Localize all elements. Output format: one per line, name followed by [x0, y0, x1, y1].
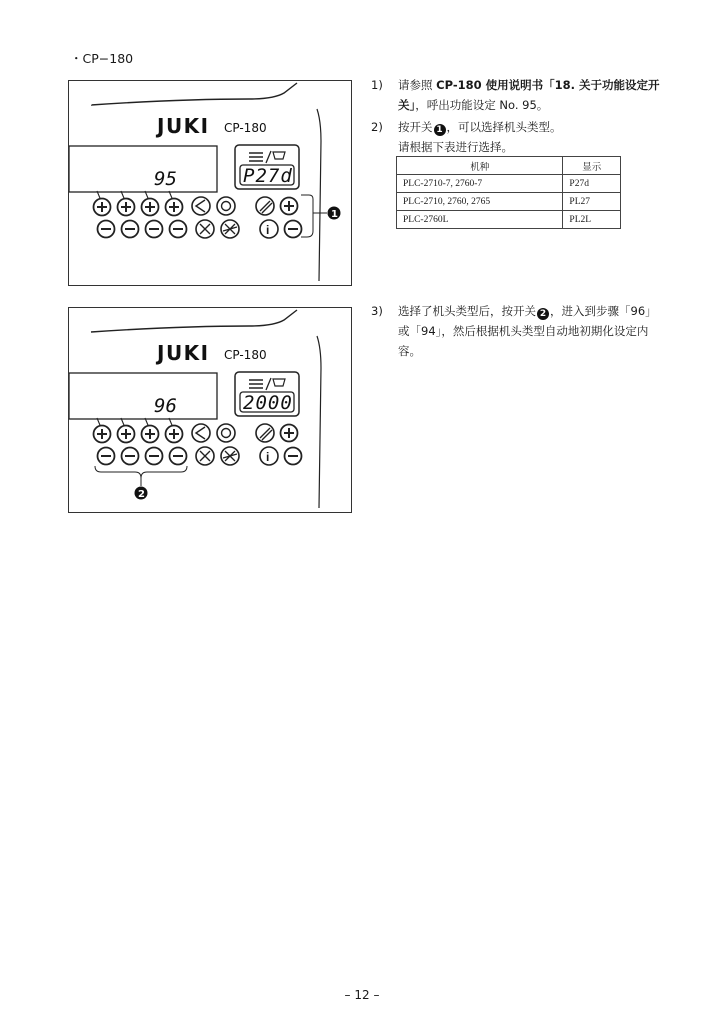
instructions-top	[371, 75, 661, 159]
value-plus-button[interactable]	[281, 198, 298, 215]
step-text-part: 请参照	[398, 78, 437, 92]
model-cell: PLC-2710, 2760, 2765	[397, 193, 563, 211]
thread-trimmer-mode-icon	[249, 378, 285, 390]
presser-button[interactable]	[256, 424, 274, 442]
minus-button-2[interactable]	[122, 221, 139, 238]
plus-button-2[interactable]	[118, 426, 135, 443]
display-cell: PL2L	[563, 211, 621, 229]
value-minus-button[interactable]	[285, 221, 302, 238]
function-number-display	[69, 146, 217, 192]
table-row	[397, 175, 621, 193]
svg-text:2: 2	[138, 489, 145, 500]
juki-logo: JUKI	[157, 341, 210, 365]
juki-logo: JUKI	[157, 114, 210, 138]
callout-1-badge	[328, 207, 341, 221]
minus-button-1[interactable]	[98, 448, 115, 465]
step-text	[398, 75, 661, 115]
model-cell: PLC-2760L	[397, 211, 563, 229]
column-header-model: 机种	[397, 157, 563, 175]
function-number-value: 95	[154, 168, 177, 190]
switch-2-badge: 2	[537, 308, 549, 320]
step-text-part: ，进入到步骤「96」或「94」，然后根据机头类型自动地初期化设定内容。	[398, 304, 657, 358]
panel-model-label: CP-180	[224, 121, 267, 135]
panel-model-label: CP-180	[224, 348, 267, 362]
step-text-part: 请根据下表进行选择。	[398, 140, 513, 154]
step-text-part: ，呼出功能设定 No. 95。	[415, 98, 549, 112]
info-button[interactable]	[260, 447, 278, 465]
minus-button-1[interactable]	[98, 221, 115, 238]
auto-button[interactable]	[217, 424, 235, 442]
trimmer-off-button[interactable]	[221, 447, 239, 465]
trimmer-button[interactable]	[196, 220, 214, 238]
value-display-text: 2000	[243, 392, 293, 414]
svg-text:i: i	[266, 450, 270, 464]
control-panel-illustration-2	[68, 307, 352, 513]
manual-reference: CP-180 使用说明书「18. 关于功能设定开关」	[398, 78, 660, 112]
thread-trimmer-mode-icon	[249, 151, 285, 163]
value-display-text: P27d	[243, 165, 293, 187]
step-text	[398, 117, 661, 157]
column-header-display: 显示	[563, 157, 621, 175]
value-plus-button[interactable]	[281, 425, 298, 442]
plus-button-3[interactable]	[142, 426, 159, 443]
info-button[interactable]	[260, 220, 278, 238]
svg-text:1: 1	[331, 209, 338, 220]
plus-button-2[interactable]	[118, 199, 135, 216]
switch-1-badge: 1	[434, 124, 446, 136]
model-cell: PLC-2710-7, 2760-7	[397, 175, 563, 193]
minus-button-2[interactable]	[122, 448, 139, 465]
table-row	[397, 211, 621, 229]
function-number-display	[69, 373, 217, 419]
section-label: ・CP−180	[70, 51, 134, 66]
plus-button-1[interactable]	[94, 199, 111, 216]
plus-button-4[interactable]	[166, 426, 183, 443]
control-panel-illustration-1	[68, 80, 352, 286]
step-1	[371, 75, 661, 115]
function-number-value: 96	[154, 395, 177, 417]
table-row	[397, 193, 621, 211]
step-text-part: ，可以选择机头类型。	[446, 120, 562, 134]
step-text-part: 按开关	[398, 120, 433, 134]
step-text-part: 选择了机头类型后，按开关	[398, 304, 536, 318]
model-display-table	[396, 156, 621, 229]
step-3	[371, 301, 661, 361]
step-text	[398, 301, 661, 361]
presser-button[interactable]	[256, 197, 274, 215]
step-2	[371, 117, 661, 157]
instructions-bottom	[371, 301, 661, 363]
reverse-stitch-button[interactable]	[192, 197, 210, 215]
svg-text:i: i	[266, 223, 270, 237]
display-cell: PL27	[563, 193, 621, 211]
page-number: – 12 –	[344, 988, 380, 1002]
minus-button-4[interactable]	[170, 448, 187, 465]
trimmer-button[interactable]	[196, 447, 214, 465]
value-minus-button[interactable]	[285, 448, 302, 465]
step-number: 2)	[371, 120, 383, 134]
plus-button-1[interactable]	[94, 426, 111, 443]
minus-button-3[interactable]	[146, 448, 163, 465]
trimmer-off-button[interactable]	[221, 220, 239, 238]
callout-2-badge	[135, 487, 148, 501]
auto-button[interactable]	[217, 197, 235, 215]
table-header-row	[397, 157, 621, 175]
reverse-stitch-button[interactable]	[192, 424, 210, 442]
step-number: 3)	[371, 304, 383, 318]
step-number: 1)	[371, 78, 383, 92]
plus-button-4[interactable]	[166, 199, 183, 216]
display-cell: P27d	[563, 175, 621, 193]
minus-button-3[interactable]	[146, 221, 163, 238]
minus-button-4[interactable]	[170, 221, 187, 238]
plus-button-3[interactable]	[142, 199, 159, 216]
